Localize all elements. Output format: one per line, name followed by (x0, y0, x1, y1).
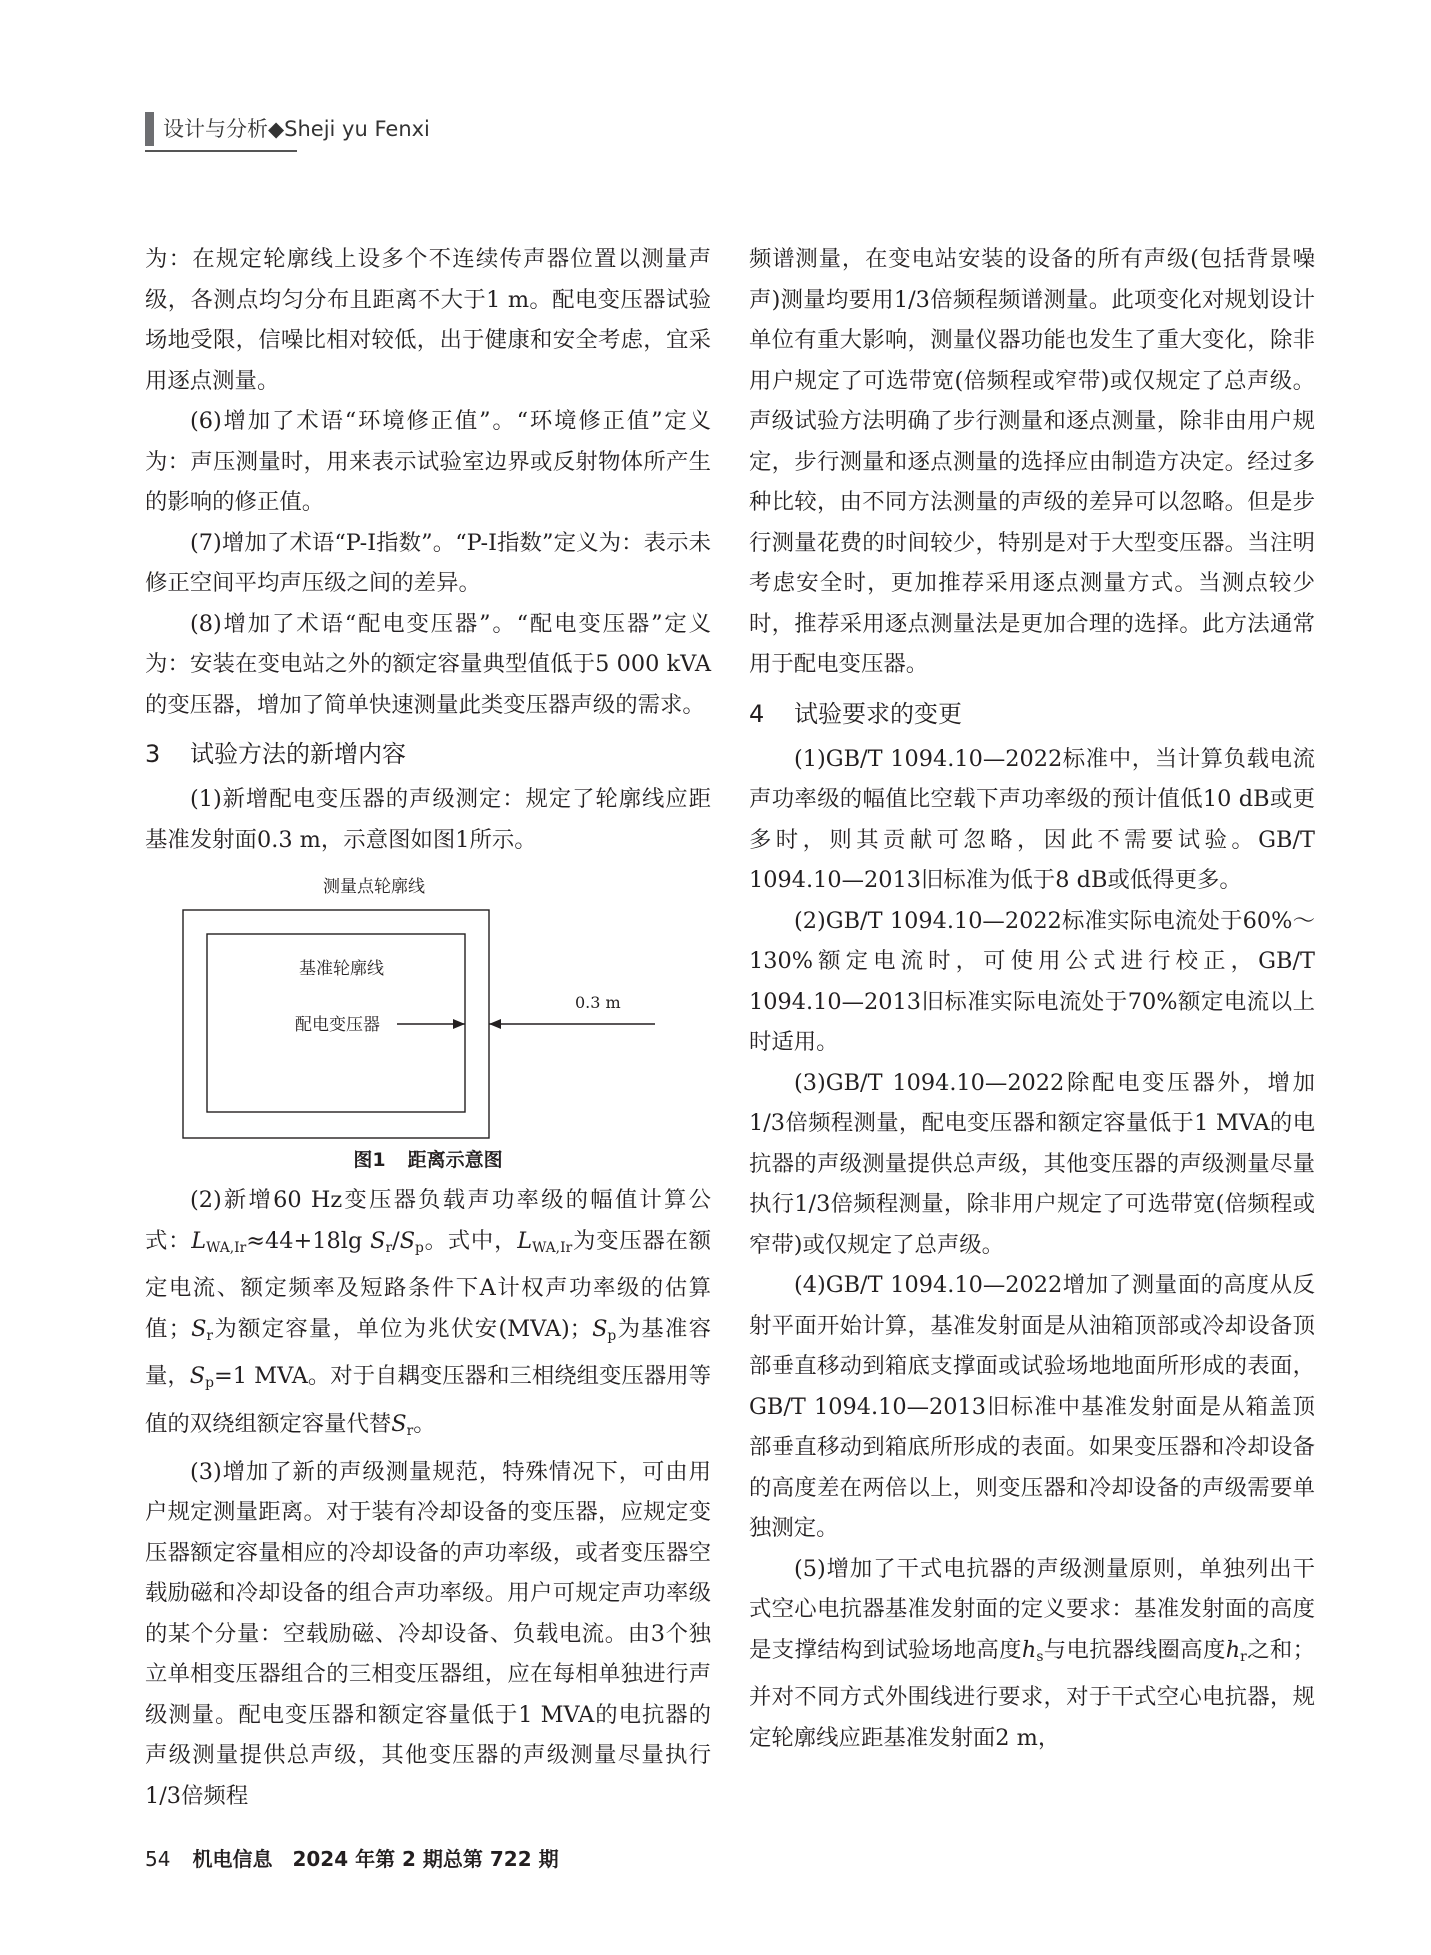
symbol: L (517, 1227, 533, 1254)
subscript: p (205, 1375, 215, 1392)
distance-diagram (145, 862, 711, 1142)
label-distribution-transformer: 配电变压器 (295, 1015, 380, 1035)
paragraph-formula (145, 1180, 711, 1452)
subscript: r (406, 1423, 414, 1440)
symbol: S (592, 1315, 608, 1342)
subscript: r (1240, 1648, 1247, 1665)
label-measurement-contour: 测量点轮廓线 (323, 877, 425, 897)
symbol: S (399, 1227, 416, 1254)
text-run: 。 (413, 1410, 436, 1437)
subscript: p (415, 1239, 424, 1256)
text-run: 之和；并对不同方式外围线进行要求，对于干式空心电抗器，规定轮廓线应距基准发射面2 m， (749, 1636, 1316, 1751)
caption-text: 距离示意图 (407, 1149, 503, 1171)
paragraph: (7)增加了术语“P-I指数”。“P-I指数”定义为：表示未修正空间平均声压级之间的差异。 (145, 529, 711, 596)
page-number: 54 (145, 1847, 171, 1871)
header-bar (145, 112, 154, 146)
subscript: WA,Ir (532, 1239, 573, 1256)
paragraph: (1)新增配电变压器的声级测定：规定了轮廓线应距基准发射面0.3 m，示意图如图1所示。 (145, 786, 711, 853)
subscript: p (607, 1327, 617, 1344)
subscript: WA,Ir (206, 1239, 247, 1256)
text-run: 为变压器在额定电流、额定频率及短路条件下A计权声功率级的估算值； (145, 1227, 712, 1342)
header-rule (145, 150, 297, 152)
text-run: =1 MVA。对于自耦变压器和三相绕组变压器用等值的双绕组额定容量代替 (145, 1363, 712, 1437)
subscript: s (1036, 1648, 1044, 1665)
section-heading-3 (145, 731, 711, 777)
figure-caption (145, 1142, 711, 1178)
paragraph: (1)GB/T 1094.10—2022标准中，当计算负载电流声功率级的幅值比空载下声功率级的预计值低10 dB或更多时，则其贡献可忽略，因此不需要试验。GB/T 1094.10—2013旧标准为低于8 dB或低得更多。 (749, 745, 1315, 893)
text-run: 与电抗器线圈高度 (1043, 1636, 1226, 1663)
figure-1 (145, 862, 711, 1142)
paragraph: (3)GB/T 1094.10—2022除配电变压器外，增加1/3倍频程测量，配电变压器和额定容量低于1 MVA的电抗器的声级测量提供总声级，其他变压器的声级测量尽量执行1/3倍频程测量，除非用户规定了可选带宽(倍频程或窄带)或仅规定了总声级。 (749, 1069, 1315, 1258)
symbol: h (1021, 1636, 1037, 1663)
text-run: 为基准容量， (145, 1315, 712, 1390)
text-run: (2)新增60 Hz变压器负载声功率级的幅值计算公式： (145, 1187, 711, 1254)
subscript: r (385, 1239, 393, 1256)
symbol: S (370, 1227, 386, 1254)
text-run: ≈44+18lg (246, 1227, 371, 1254)
section-number: 3 (145, 740, 161, 768)
paragraph: 频谱测量，在变电站安装的设备的所有声级(包括背景噪声)测量均要用1/3倍频程频谱测量。此项变化对规划设计单位有重大影响，测量仪器功能也发生了重大变化，除非用户规定了可选带宽(倍频程或窄带)或仅规定了总声级。声级试验方法明确了步行测量和逐点测量，除非由用户规定，步行测量和逐点测量的选择应由制造方决定。经过多种比较，由不同方法测量的声级的差异可以忽略。但是步行测量花费的时间较少，特别是对于大型变压器。当注明考虑安全时，更加推荐采用逐点测量方式。当测点较少时，推荐采用逐点测量法是更加合理的选择。此方法通常用于配电变压器。 (749, 246, 1315, 677)
paragraph: (4)GB/T 1094.10—2022增加了测量面的高度从反射平面开始计算，基准发射面是从油箱顶部或冷却设备顶部垂直移动到箱底支撑面或试验场地地面所形成的表面，GB/T 1094.10—2013旧标准中基准发射面是从箱盖顶部垂直移动到箱底所形成的表面。如果变压器和冷却设备的高度差在两倍以上，则变压器和冷却设备的声级需要单独测定。 (749, 1272, 1315, 1541)
header-text: 设计与分析◆Sheji yu Fenxi (163, 117, 430, 141)
symbol: h (1225, 1636, 1241, 1663)
label-reference-contour: 基准轮廓线 (299, 959, 384, 979)
paragraph: (3)增加了新的声级测量规范，特殊情况下，可由用户规定测量距离。对于装有冷却设备的变压器，应规定变压器额定容量相应的冷却设备的声功率级，或者变压器空载励磁和冷却设备的组合声功率级。用户可规定声功率级的某个分量：空载励磁、冷却设备、负载电流。由3个独立单相变压器组合的三相变压器组，应在每相单独进行声级测量。配电变压器和额定容量低于1 MVA的电抗器的声级测量提供总声级，其他变压器的声级测量尽量执行1/3倍频程 (145, 1458, 711, 1809)
paragraph: (2)GB/T 1094.10—2022标准实际电流处于60%～130%额定电流时，可使用公式进行校正，GB/T 1094.10—2013旧标准实际电流处于70%额定电流以上时适用。 (749, 907, 1315, 1055)
label-distance: 0.3 m (575, 993, 621, 1012)
paragraph-formula (749, 1549, 1315, 1759)
section-number: 4 (749, 699, 765, 728)
section-title: 试验方法的新增内容 (190, 740, 406, 768)
section-title: 试验要求的变更 (794, 699, 962, 728)
paragraph: (6)增加了术语“环境修正值”。“环境修正值”定义为：声压测量时，用来表示试验室边界或反射物体所产生的影响的修正值。 (145, 408, 711, 515)
left-column (145, 239, 711, 1816)
section-heading-4 (749, 691, 1315, 737)
symbol: S (189, 1363, 206, 1390)
right-column (749, 239, 1315, 1758)
symbol: S (191, 1315, 207, 1342)
text-run: / (392, 1227, 400, 1254)
paragraph: 为：在规定轮廓线上设多个不连续传声器位置以测量声级，各测点均匀分布且距离不大于1 m。配电变压器试验场地受限，信噪比相对较低，出于健康和安全考虑，宜采用逐点测量。 (145, 246, 711, 394)
paragraph: (8)增加了术语“配电变压器”。“配电变压器”定义为：安装在变电站之外的额定容量典型值低于5 000 kVA的变压器，增加了简单快速测量此类变压器声级的需求。 (145, 610, 711, 718)
subscript: r (206, 1327, 214, 1344)
symbol: L (191, 1227, 207, 1254)
page-footer (145, 1843, 559, 1872)
caption-number: 图1 (353, 1149, 386, 1171)
symbol: S (391, 1410, 407, 1437)
journal-issue: 机电信息 2024 年第 2 期总第 722 期 (192, 1847, 559, 1871)
text-run: 。式中， (423, 1227, 518, 1254)
text-run: 为额定容量，单位为兆伏安(MVA)； (213, 1315, 593, 1342)
text-run: (5)增加了干式电抗器的声级测量原则，单独列出干式空心电抗器基准发射面的定义要求：基准发射面的高度是支撑结构到试验场地高度 (749, 1555, 1315, 1663)
